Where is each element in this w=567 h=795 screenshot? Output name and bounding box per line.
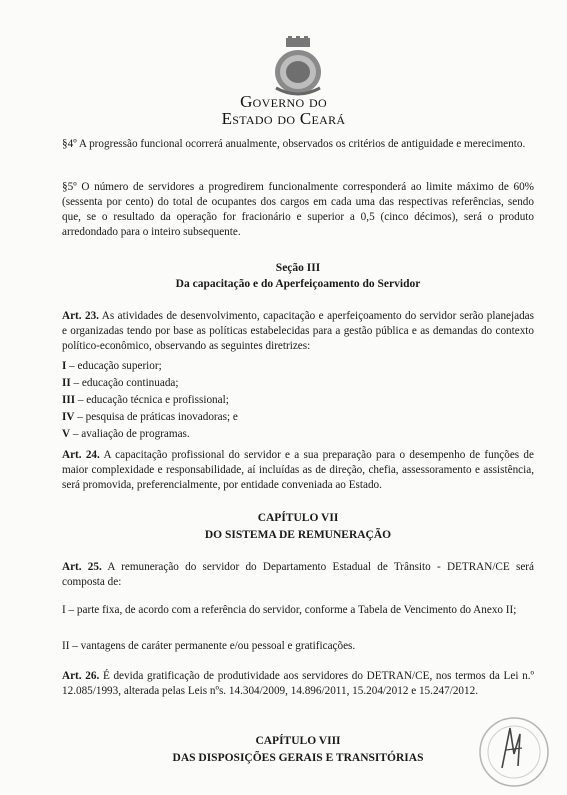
section-3-subtitle: Da capacitação e do Aperfeiçoamento do Servidor bbox=[175, 278, 421, 290]
article-26-label: Art. 26. bbox=[62, 670, 100, 682]
article-23-item-3: III – educação técnica e profissional; bbox=[62, 394, 229, 406]
article-23-item-1: I – educação superior; bbox=[62, 360, 162, 372]
government-header-line2: Estado do Ceará bbox=[221, 109, 346, 128]
article-23-item-2: II – educação continuada; bbox=[62, 377, 179, 389]
chapter-8-subtitle: DAS DISPOSIÇÕES GERAIS E TRANSITÓRIAS bbox=[172, 752, 424, 764]
article-23-label: Art. 23. bbox=[62, 310, 99, 322]
government-header-line1: Governo do bbox=[240, 92, 327, 111]
paragraph-5: §5º O número de servidores a progredirem funcionalmente corresponderá ao limite máximo de 60% (sessenta por cento) do total de ocupantes dos cargos em cada uma das respectivas referências, sendo que, se o resultado da operação for fracionário e superior a 0,5 (cinco décimos), será o produto arredondado para o inteiro subsequente. bbox=[62, 181, 534, 238]
article-26 bbox=[62, 669, 534, 699]
article-25-item-1: I – parte fixa, de acordo com a referência do servidor, conforme a Tabela de Vencimento do Anexo II; bbox=[62, 604, 517, 616]
article-23 bbox=[62, 309, 534, 354]
article-25-item-2: II – vantagens de caráter permanente e/ou pessoal e gratificações. bbox=[62, 640, 356, 652]
section-3-title: Seção III bbox=[275, 262, 321, 274]
article-25-text: A remuneração do servidor do Departamento Estadual de Trânsito - DETRAN/CE será composta de: bbox=[62, 561, 534, 588]
article-24-text: A capacitação profissional do servidor e a sua preparação para o desempenho de funções de maior complexidade e responsabilidade, aí incluídas as de direção, chefia, assessoramento e assistência, será promovida, preferencialmente, por entidade conveniada ao Estado. bbox=[62, 449, 534, 491]
official-stamp-signature bbox=[470, 710, 558, 790]
chapter-8-title: CAPÍTULO VIII bbox=[255, 735, 341, 747]
article-25-label: Art. 25. bbox=[62, 561, 102, 573]
article-23-item-4: IV – pesquisa de práticas inovadoras; e bbox=[62, 411, 238, 423]
article-23-text: As atividades de desenvolvimento, capacitação e aperfeiçoamento do servidor serão planejadas e organizadas tendo por base as políticas estabelecidas para a gestão pública e as demandas do contexto político-econômico, observando as seguintes diretrizes: bbox=[62, 310, 534, 352]
article-23-item-5: V – avaliação de programas. bbox=[62, 428, 190, 440]
chapter-7-subtitle: DO SISTEMA DE REMUNERAÇÃO bbox=[204, 529, 392, 541]
article-24-label: Art. 24. bbox=[62, 449, 100, 461]
chapter-7-title: CAPÍTULO VII bbox=[257, 512, 339, 524]
article-25 bbox=[62, 560, 534, 590]
article-24 bbox=[62, 448, 534, 493]
paragraph-4: §4º A progressão funcional ocorrerá anualmente, observados os critérios de antiguidade e merecimento. bbox=[62, 138, 526, 150]
article-26-text: É devida gratificação de produtividade aos servidores do DETRAN/CE, nos termos da Lei n.º 12.085/1993, alterada pelas Leis nºs. 14.304/2009, 14.896/2011, 15.204/2012 e 15.247/2012. bbox=[62, 670, 534, 697]
state-coat-of-arms bbox=[270, 36, 326, 98]
